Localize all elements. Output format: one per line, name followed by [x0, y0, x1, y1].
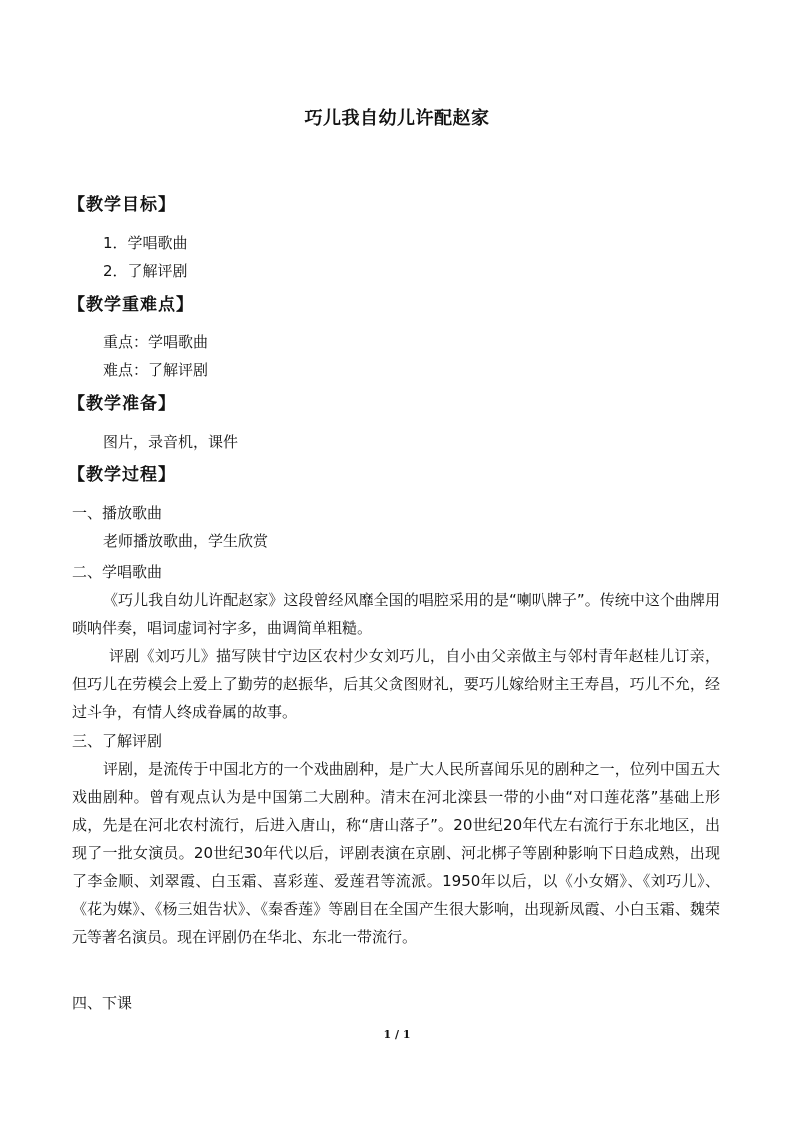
section-heading-preparation: 【教学准备】: [68, 394, 176, 414]
objective-item: 1．学唱歌曲: [103, 234, 188, 252]
step-text-play-song: 老师播放歌曲，学生欣赏: [103, 532, 269, 550]
objective-item: 2．了解评剧: [103, 262, 188, 280]
step-title-play-song: 一、播放歌曲: [72, 504, 163, 522]
paragraph-liu-qiaoer: 评剧《刘巧儿》描写陕甘宁边区农村少女刘巧儿，自小由父亲做主与邻村青年赵桂儿订亲，但巧儿在劳模会上爱上了勤劳的赵振华，后其父贪图财礼，要巧儿嫁给财主王寿昌，巧儿不允，经过斗争，有情人终成眷属的故事。: [72, 647, 720, 721]
difficulty-item: 难点：了解评剧: [103, 361, 209, 379]
key-point-item: 重点：学唱歌曲: [103, 333, 209, 351]
step-title-learn-pingju: 三、了解评剧: [72, 732, 163, 750]
step-title-learn-song: 二、学唱歌曲: [72, 563, 163, 581]
paragraph-song-intro: 《巧儿我自幼儿许配赵家》这段曾经风靡全国的唱腔采用的是“喇叭牌子”。传统中这个曲牌用唢呐伴奏，唱词虚词衬字多，曲调简单粗糙。: [72, 591, 720, 637]
section-heading-process: 【教学过程】: [68, 465, 176, 485]
section-heading-key-points: 【教学重难点】: [68, 295, 194, 315]
preparation-text: 图片，录音机，课件: [103, 433, 239, 451]
page-number: 1 / 1: [383, 1028, 411, 1041]
paragraph-pingju-intro: 评剧，是流传于中国北方的一个戏曲剧种，是广大人民所喜闻乐见的剧种之一，位列中国五大戏曲剧种。曾有观点认为是中国第二大剧种。清末在河北滦县一带的小曲“对口莲花落”基础上形成，先是在河北农村流行，后进入唐山，称“唐山落子”。20世纪20年代左右流行于东北地区，出现了一批女演员。20世纪30年代以后，评剧表演在京剧、河北梆子等剧种影响下日趋成熟，出现了李金顺、刘翠霞、白玉霜、喜彩莲、爱莲君等流派。1950年以后，以《小女婿》、《刘巧儿》、《花为媒》、《杨三姐告状》、《秦香莲》等剧目在全国产生很大影响，出现新凤霞、小白玉霜、魏荣元等著名演员。现在评剧仍在华北、东北一带流行。: [72, 760, 720, 946]
section-heading-objectives: 【教学目标】: [68, 195, 176, 215]
step-title-end-class: 四、下课: [72, 994, 133, 1012]
document-title: 巧儿我自幼儿许配赵家: [304, 108, 490, 129]
